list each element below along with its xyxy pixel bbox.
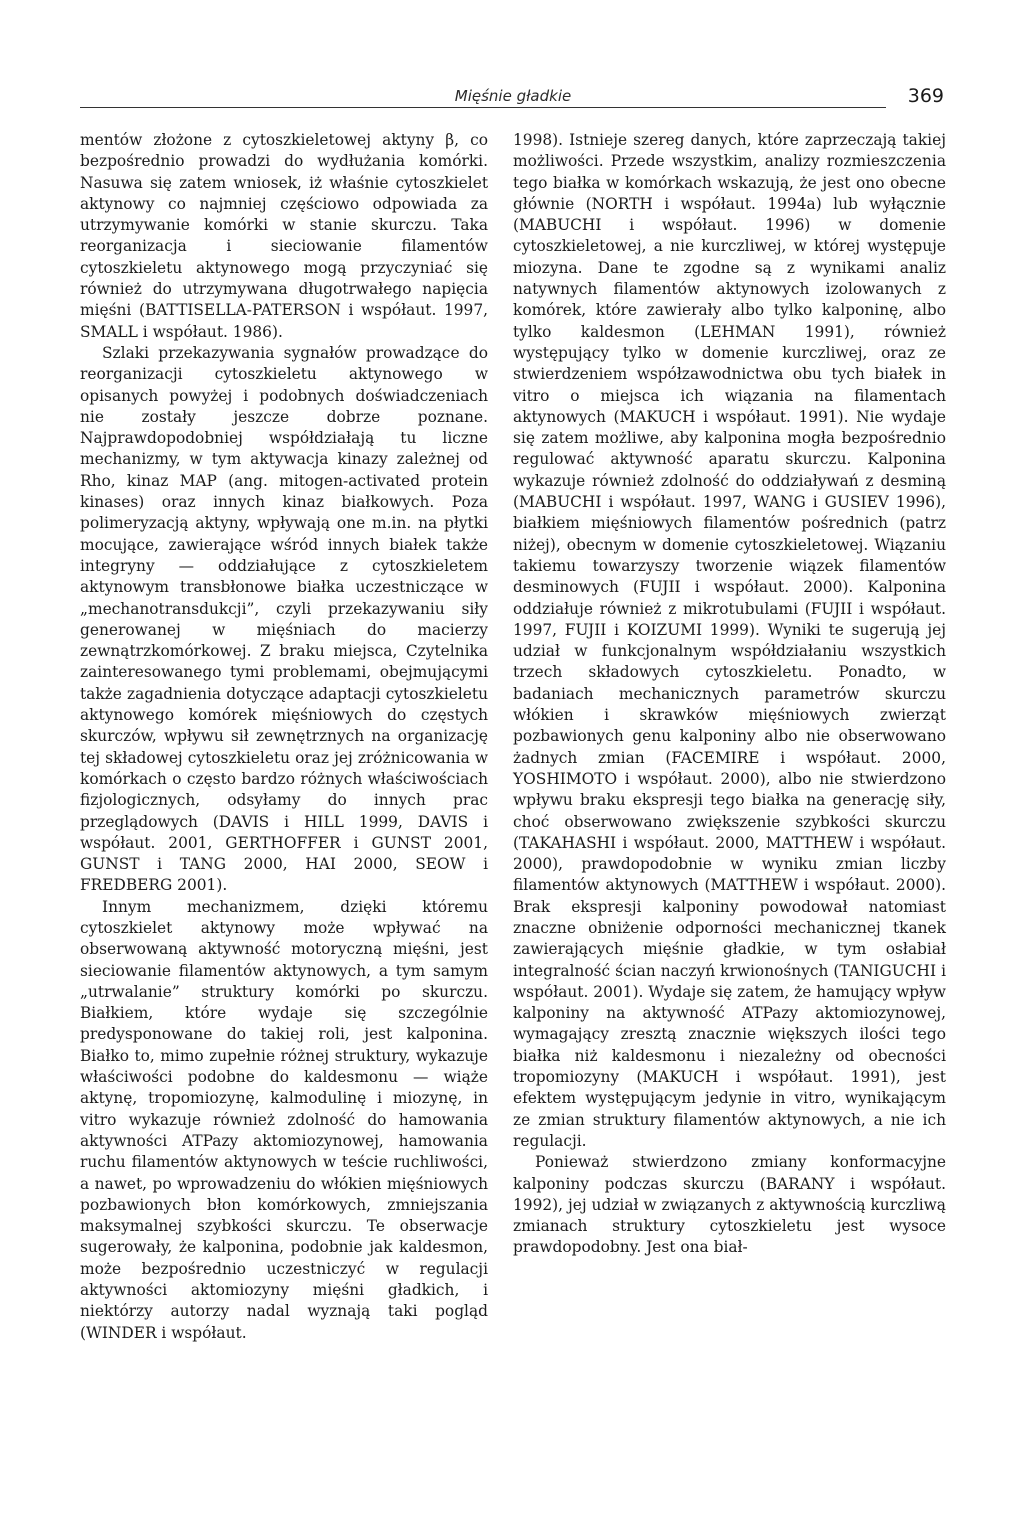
paragraph: 1998). Istnieje szereg danych, które zaprzeczają takiej możliwości. Przede wszystkim, analizy rozmieszczenia tego białka w komórkach wskazują, że jest ono obecne głównie (NORTH i współaut. 1994a) lub wyłącznie (MABUCHI i współaut. 1996) w domenie cytoszkieletowej, a nie kurczliwej, w której występuje miozyna. Dane te zgodne są z wynikami analiz natywnych filamentów aktynowych izolowanych z komórek, które zawierały albo tylko kalponinę, albo tylko kaldesmon (LEHMAN 1991), również występujący tylko w domenie kurczliwej, oraz ze stwierdzeniem współzawodnictwa obu tych białek in vitro o miejsca ich wiązania na filamentach aktynowych (MAKUCH i współaut. 1991). Nie wydaje się zatem możliwe, aby kalponina mogła bezpośrednio regulować aktywność aparatu skurczu. Kalponina wykazuje również zdolność do oddziaływań z desminą (MABUCHI i współaut. 1997, WANG i GUSIEV 1996), białkiem mięśniowych filamentów pośrednich (patrz niżej), obecnym w domenie cytoszkieletowej. Wiązaniu takiemu towarzyszy tworzenie wiązek filamentów desminowych (FUJII i współaut. 2000). Kalponina oddziałuje również z mikrotubulami (FUJII i współaut. 1997, FUJII i KOIZUMI 1999). Wyniki te sugerują jej udział w funkcjonalnym współdziałaniu wszystkich trzech składowych cytoszkieletu. Ponadto, w badaniach mechanicznych parametrów skurczu włókien i skrawków mięśniowych zwierząt pozbawionych genu kalponiny albo nie obserwowano żadnych zmian (FACEMIRE i współaut. 2000, YOSHIMOTO i współaut. 2000), albo nie stwierdzono wpływu braku ekspresji tego białka na generację siły, choć obserwowano zwiększenie szybkości skurczu (TAKAHASHI i współaut. 2000, MATTHEW i współaut. 2000), prawdopodobnie w wyniku zmian liczby filamentów aktynowych (MATTHEW i współaut. 2000). Brak ekspresji kalponiny powodował natomiast znaczne obniżenie odporności mechanicznej tkanek zawierających mięśnie gładkie, w tym osłabiał integralność ścian naczyń krwionośnych (TANIGUCHI i współaut. 2001). Wydaje się zatem, że hamujący wpływ kalponiny na aktywność ATPazy aktomiozynowej, wymagający zresztą znacznie większych ilości tego białka niż kaldesmonu i niezależny od obecności tropomiozyny (MAKUCH i współaut. 1991), jest efektem występującym jedynie in vitro, wynikającym ze zmian struktury filamentów aktynowych, a nie ich regulacji. (513, 131, 946, 1150)
header-title: Mięśnie gładkie (454, 87, 572, 105)
page-number: 369 (907, 85, 944, 107)
paragraph: Ponieważ stwierdzono zmiany konformacyjne kalponiny podczas skurczu (BARANY i współaut. 1992), jej udział w związanych z aktywnością kurczliwą zmianach struktury cytoszkieletu jest wysoce prawdopodobny. Jest ona biał- (513, 1153, 946, 1257)
header-rule (80, 107, 886, 108)
paragraph: Innym mechanizmem, dzięki któremu cytoszkielet aktynowy może wpływać na obserwowaną aktywność motoryczną mięśni, jest sieciowanie filamentów aktynowych, a tym samym „utrwalanie” struktury komórki po skurczu. Białkiem, które wydaje się szczególnie predysponowane do takiej roli, jest kalponina. Białko to, mimo zupełnie różnej struktury, wykazuje właściwości podobne do kaldesmonu — wiąże aktynę, tropomiozynę, kalmodulinę i miozynę, in vitro wykazuje również zdolność do hamowania aktywności ATPazy aktomiozynowej, hamowania ruchu filamentów aktynowych w teście ruchliwości, a nawet, po wprowadzeniu do włókien mięśniowych pozbawionych błon komórkowych, zmniejszania maksymalnej szybkości skurczu. Te obserwacje sugerowały, że kalponina, podobnie jak kaldesmon, może bezpośrednio uczestniczyć w regulacji aktywności aktomiozyny mięśni gładkich, i niektórzy autorzy nadal wyznają taki pogląd (WINDER i współaut. (80, 897, 488, 1342)
left-column (80, 130, 488, 1344)
paragraph: Szlaki przekazywania sygnałów prowadzące do reorganizacji cytoszkieletu aktynowego w opisanych powyżej i podobnych doświadczeniach nie zostały jeszcze dobrze poznane. Najprawdopodobniej współdziałają tu liczne mechanizmy, w tym aktywacja kinazy zależnej od Rho, kinaz MAP (ang. mitogen-activated protein kinases) oraz innych kinaz białkowych. Poza polimeryzacją aktyny, wpływają one m.in. na płytki mocujące, zawierające wśród innych białek także integryny — oddziałujące z cytoszkieletem aktynowym transbłonowe białka uczestniczące w „mechanotransdukcji”, czyli przekazywaniu siły generowanej w mięśniach do macierzy zewnątrzkomórkowej. Z braku miejsca, Czytelnika zainteresowanego tymi problemami, obejmującymi także zagadnienia dotyczące adaptacji cytoszkieletu aktynowego komórek mięśniowych do częstych skurczów, wpływu sił zewnętrznych na organizację tej składowej cytoszkieletu oraz jej zróżnicowania w komórkach o często bardzo różnych właściwościach fizjologicznych, odsyłamy do innych prac przeglądowych (DAVIS i HILL 1999, DAVIS i współaut. 2001, GERTHOFFER i GUNST 2001, GUNST i TANG 2000, HAI 2000, SEOW i FREDBERG 2001). (80, 343, 488, 895)
paragraph: mentów złożone z cytoszkieletowej aktyny β, co bezpośrednio prowadzi do wydłużania komórki. Nasuwa się zatem wniosek, iż właśnie cytoszkielet aktynowy co najmniej częściowo odpowiada za utrzymywanie komórki w stanie skurczu. Taka reorganizacja i sieciowanie filamentów cytoszkieletu aktynowego mogą przyczyniać się również do utrzymywana długotrwałego napięcia mięśni (BATTISELLA-PATERSON i współaut. 1997, SMALL i współaut. 1986). (80, 131, 488, 341)
running-header (80, 86, 946, 112)
right-column (513, 130, 946, 1259)
